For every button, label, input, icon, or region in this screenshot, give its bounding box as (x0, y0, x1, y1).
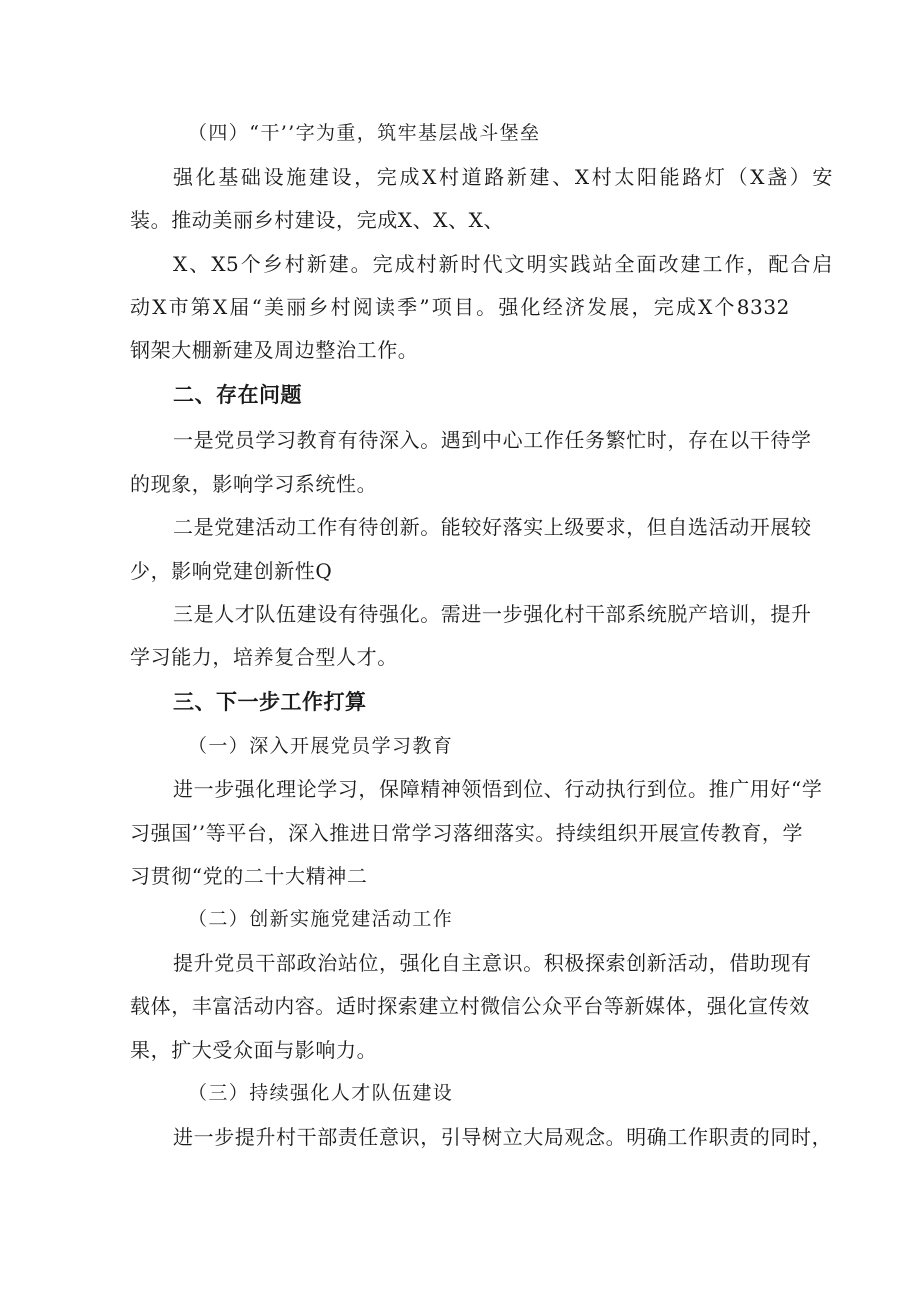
paragraph-line: 的现象，影响学习系统性。 (130, 472, 378, 496)
paragraph-line: 装。推动美丽乡村建设，完成X、X、X、 (130, 208, 505, 232)
paragraph-line: 习强国’’等平台，深入推进日常学习落细落实。持续组织开展宣传教育，学 (130, 821, 804, 845)
paragraph-line: 二是党建活动工作有待创新。能较好落实上级要求，但自选活动开展较 (173, 515, 812, 539)
paragraph-line: 学习能力，培养复合型人才。 (130, 645, 398, 669)
paragraph-line: 一是党员学习教育有待深入。遇到中心工作任务繁忙时，存在以干待学 (173, 428, 812, 452)
section-title-2: 二、存在问题 (173, 383, 302, 407)
paragraph-line: 三是人才队伍建设有待强化。需进一步强化村干部系统脱产培训，提升 (173, 602, 812, 626)
subsection-heading-3: （三）持续强化人才队伍建设 (188, 1082, 454, 1104)
paragraph-line: 强化基础设施建设，完成X村道路新建、X村太阳能路灯（X盏）安 (173, 165, 833, 189)
subsection-heading-1: （一）深入开展党员学习教育 (188, 735, 454, 757)
paragraph-line: 载体，丰富活动内容。适时探索建立村微信公众平台等新媒体，强化宣传效 (130, 994, 810, 1018)
paragraph-line: 提升党员干部政治站位，强化自主意识。积极探索创新活动，借助现有 (173, 951, 812, 975)
paragraph-line: X、X5个乡村新建。完成村新时代文明实践站全面改建工作，配合启 (173, 252, 833, 276)
section-title-3: 三、下一步工作打算 (173, 690, 367, 714)
paragraph-line: 果，扩大受众面与影响力。 (130, 1038, 378, 1062)
paragraph-line: 进一步强化理论学习，保障精神领悟到位、行动执行到位。推广用好“学 (173, 777, 823, 801)
paragraph-line: 钢架大棚新建及周边整治工作。 (130, 338, 419, 362)
paragraph-line: 习贯彻“党的二十大精神二 (130, 864, 368, 888)
paragraph-line: 少，影响党建创新性Q (130, 559, 333, 583)
paragraph-line: 动X市第X届“美丽乡村阅读季”项目。强化经济发展，完成X个8332 (130, 295, 790, 319)
paragraph-line: 进一步提升村干部责任意识，引导树立大局观念。明确工作职责的同时， (173, 1125, 833, 1149)
section-heading-4: （四）“干’’字为重，筑牢基层战斗堡垒 (188, 122, 541, 144)
subsection-heading-2: （二）创新实施党建活动工作 (188, 908, 454, 930)
